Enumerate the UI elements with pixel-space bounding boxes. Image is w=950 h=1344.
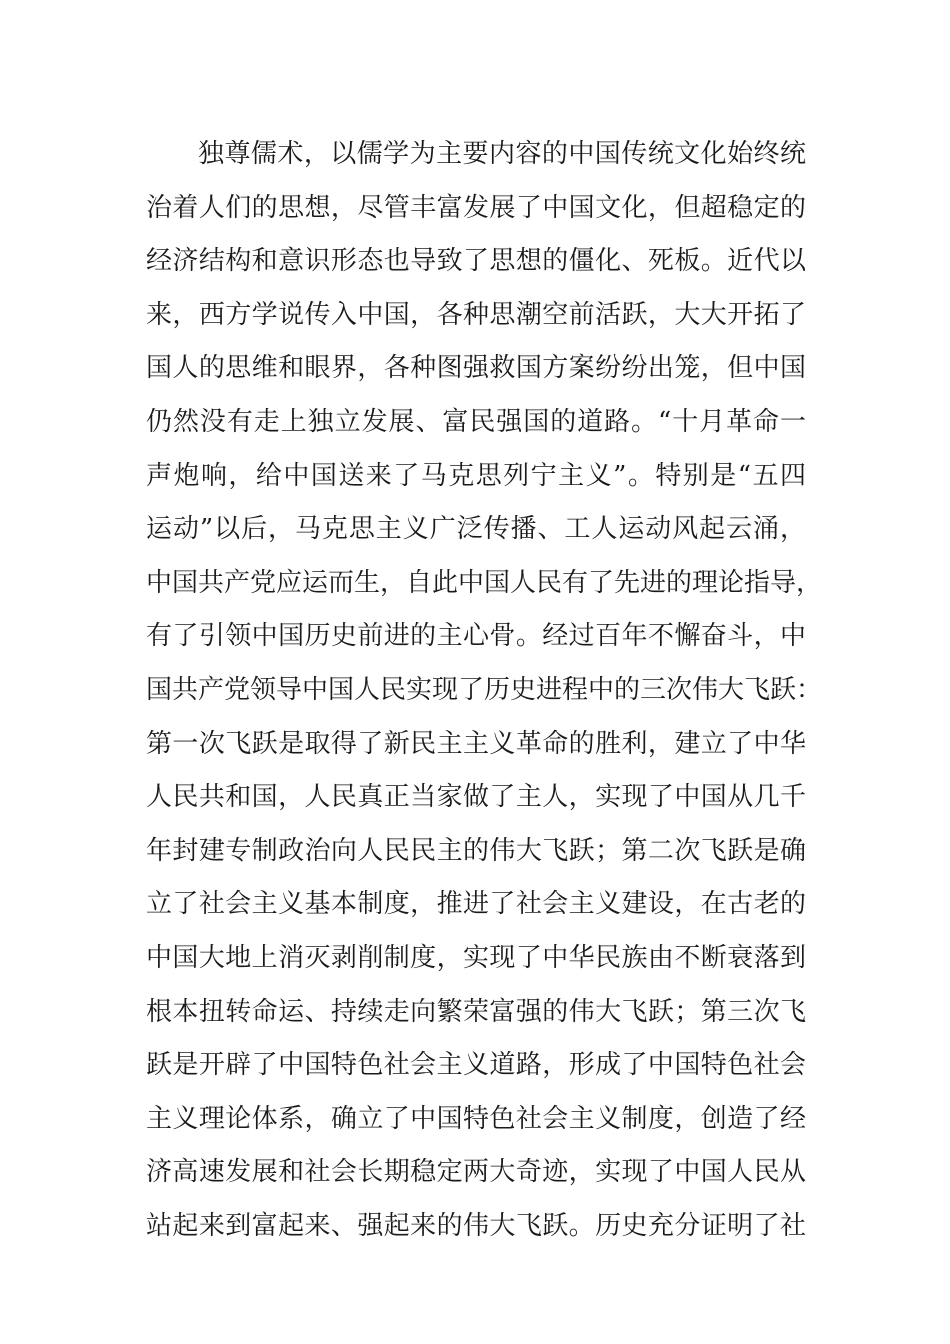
text-line: 站起来到富起来、强起来的伟大飞跃。历史充分证明了社: [146, 1210, 806, 1241]
text-line: 声炮响，给中国送来了马克思列宁主义”。特别是“五四: [146, 460, 806, 491]
text-line: 运动”以后，马克思主义广泛传播、工人运动风起云涌，: [146, 514, 806, 545]
text-line: 国共产党领导中国人民实现了历史进程中的三次伟大飞跃：: [146, 674, 823, 705]
body-paragraph: [146, 128, 823, 1253]
text-line: 立了社会主义基本制度，推进了社会主义建设，在古老的: [146, 889, 806, 920]
text-line: 人民共和国，人民真正当家做了主人，实现了中国从几千: [146, 782, 806, 813]
text-line: 有了引领中国历史前进的主心骨。经过百年不懈奋斗，中: [146, 621, 806, 652]
text-line: 仍然没有走上独立发展、富民强国的道路。“十月革命一: [146, 406, 806, 437]
text-line: 第一次飞跃是取得了新民主主义革命的胜利，建立了中华: [146, 728, 806, 759]
text-line: 来，西方学说传入中国，各种思潮空前活跃，大大开拓了: [146, 299, 806, 330]
text-line: 年封建专制政治向人民民主的伟大飞跃；第二次飞跃是确: [146, 835, 806, 866]
text-line: 济高速发展和社会长期稳定两大奇迹，实现了中国人民从: [146, 1157, 806, 1188]
text-line: 跃是开辟了中国特色社会主义道路，形成了中国特色社会: [146, 1050, 806, 1081]
text-line: 主义理论体系，确立了中国特色社会主义制度，创造了经: [146, 1103, 806, 1134]
text-line: 中国大地上消灭剥削制度，实现了中华民族由不断衰落到: [146, 942, 806, 973]
text-line: 国人的思维和眼界，各种图强救国方案纷纷出笼，但中国: [146, 353, 806, 384]
text-line: 根本扭转命运、持续走向繁荣富强的伟大飞跃；第三次飞: [146, 996, 806, 1027]
text-line: 治着人们的思想，尽管丰富发展了中国文化，但超稳定的: [146, 192, 806, 223]
text-line: 独尊儒术，以儒学为主要内容的中国传统文化始终统: [198, 139, 806, 169]
text-line: 经济结构和意识形态也导致了思想的僵化、死板。近代以: [146, 246, 806, 277]
text-line: 中国共产党应运而生，自此中国人民有了先进的理论指导，: [146, 567, 823, 598]
